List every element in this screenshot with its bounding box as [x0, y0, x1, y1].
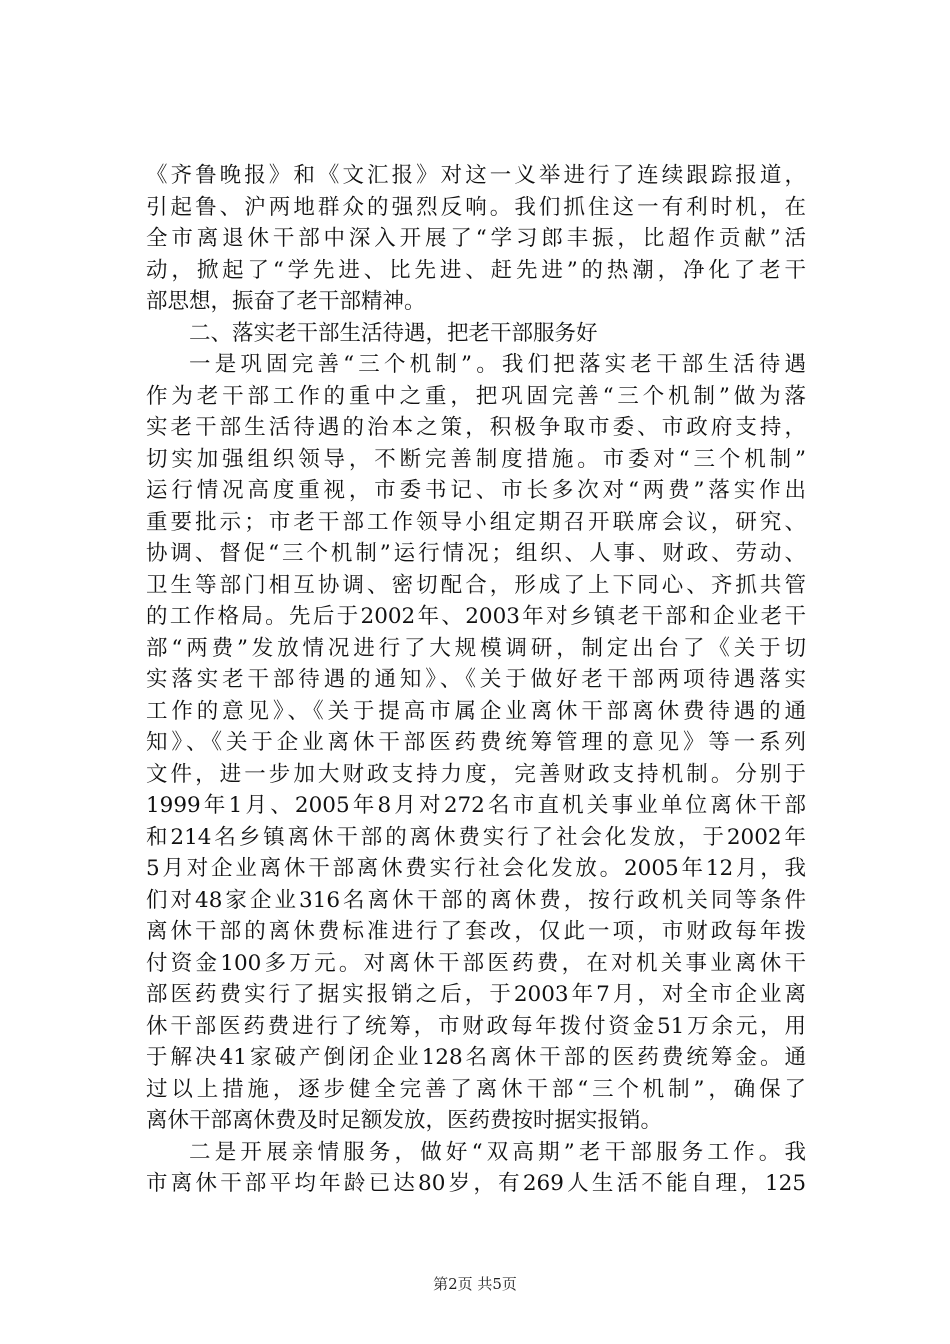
text-line: 协调、督促“三个机制”运行情况；组织、人事、财政、劳动、 [146, 541, 806, 566]
text-line: 部医药费实行了据实报销之后，于2003年7月，对全市企业离 [146, 982, 806, 1007]
text-line: 过以上措施，逐步健全完善了离休干部“三个机制”，确保了 [146, 1076, 806, 1102]
text-line: 部“两费”发放情况进行了大规模调研，制定出台了《关于切 [146, 635, 806, 661]
text-line: 文件，进一步加大财政支持力度，完善财政支持机制。分别于 [146, 761, 806, 787]
text-line: 实落实老干部待遇的通知》、《关于做好老干部两项待遇落实 [146, 667, 806, 692]
text-line: 付资金100多万元。对离休干部医药费，在对机关事业离休干 [146, 950, 806, 976]
text-line: 的工作格局。先后于2002年、2003年对乡镇老干部和企业老干 [146, 604, 806, 629]
text-line: 重要批示；市老干部工作领导小组定期召开联席会议，研究、 [146, 509, 806, 535]
text-line: 实老干部生活待遇的治本之策，积极争取市委、市政府支持， [146, 415, 806, 440]
text-line: 全市离退休干部中深入开展了“学习郎丰振，比超作贡献”活 [146, 226, 806, 251]
text-line: 切实加强组织领导，不断完善制度措施。市委对“三个机制” [146, 446, 806, 472]
text-line: 休干部医药费进行了统筹，市财政每年拨付资金51万余元，用 [146, 1013, 806, 1039]
body-text [146, 160, 806, 1200]
text-line: 作为老干部工作的重中之重，把巩固完善“三个机制”做为落 [146, 383, 806, 409]
text-line: 《齐鲁晚报》和《文汇报》对这一义举进行了连续跟踪报道， [146, 163, 806, 188]
text-line: 离休干部离休费及时足额发放，医药费按时据实报销。 [146, 1108, 663, 1133]
text-line: 二是开展亲情服务，做好“双高期”老干部服务工作。我 [189, 1139, 806, 1165]
text-line: 部思想，振奋了老干部精神。 [146, 289, 426, 314]
text-line: 市离休干部平均年龄已达80岁，有269人生活不能自理，125 [146, 1171, 806, 1196]
text-line: 引起鲁、沪两地群众的强烈反响。我们抓住这一有利时机，在 [146, 194, 806, 220]
text-line: 卫生等部门相互协调、密切配合，形成了上下同心、齐抓共管 [146, 572, 806, 598]
text-line: 动，掀起了“学先进、比先进、赶先进”的热潮，净化了老干 [146, 257, 806, 283]
text-line: 于解决41家破产倒闭企业128名离休干部的医药费统筹金。通 [146, 1045, 806, 1070]
text-line: 工作的意见》、《关于提高市属企业离休干部离休费待遇的通 [146, 698, 806, 724]
text-line: 们对48家企业316名离休干部的离休费，按行政机关同等条件 [146, 887, 806, 913]
text-line: 5月对企业离休干部离休费实行社会化发放。2005年12月，我 [146, 856, 806, 881]
text-line: 一是巩固完善“三个机制”。我们把落实老干部生活待遇 [189, 352, 806, 377]
text-line: 离休干部的离休费标准进行了套改，仅此一项，市财政每年拨 [146, 919, 806, 944]
text-line: 1999年1月、2005年8月对272名市直机关事业单位离休干部 [146, 793, 806, 818]
text-line: 和214名乡镇离休干部的离休费实行了社会化发放，于2002年 [146, 824, 806, 850]
section-heading: 二、落实老干部生活待遇，把老干部服务好 [189, 320, 598, 346]
text-line: 运行情况高度重视，市委书记、市长多次对“两费”落实作出 [146, 478, 806, 503]
text-line: 知》、《关于企业离休干部医药费统筹管理的意见》等一系列 [146, 730, 806, 755]
page-footer: 第2页 共5页 [433, 1275, 517, 1293]
